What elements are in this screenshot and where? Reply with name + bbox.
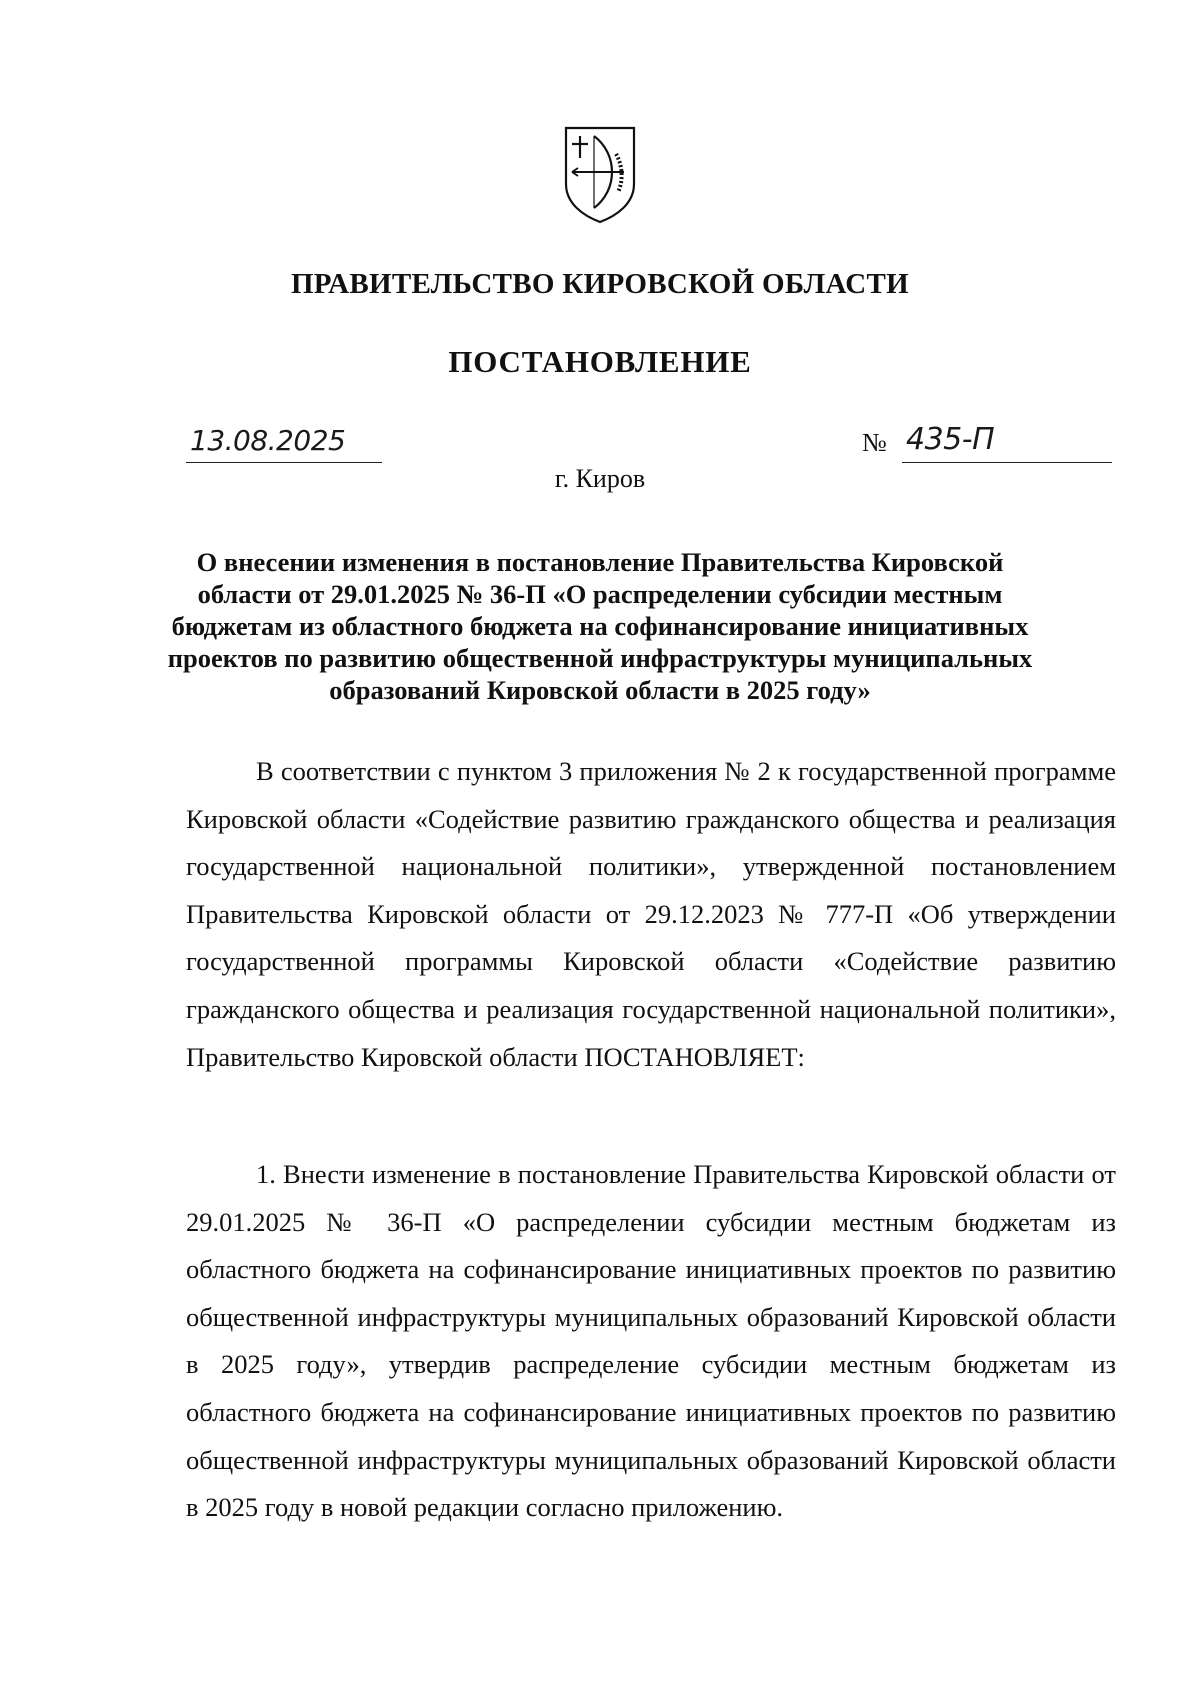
document-number-field	[862, 424, 1112, 464]
document-date-field	[186, 424, 386, 464]
city-line: г. Киров	[554, 464, 646, 493]
clause-1-paragraph: 1. Внести изменение в постановление Правительства Кировской области от 29.01.2025 № 36-П «О распределении субсидии местным бюджетам из областного бюджета на софинансирование инициативных проектов по развитию общественной инфраструктуры муниципальных образований Кировской области в 2025 году», утвердив распределение субсидии местным бюджетам из областного бюджета на софинансирование инициативных проектов по развитию общественной инфраструктуры муниципальных образований Кировской области в 2025 году в новой редакции согласно приложению.	[186, 1159, 1116, 1523]
number-sign: №	[862, 428, 887, 457]
document-subject: О внесении изменения в постановление Правительства Кировской области от 29.01.2025 № 36-П «О распределении субсидии местным бюджетам из областного бюджета на софинансирование инициативных проектов по развитию общественной инфраструктуры муниципальных образований Кировской области в 2025 году»	[167, 547, 1033, 705]
preamble-paragraph: В соответствии с пунктом 3 приложения № 2 к государственной программе Кировской области «Содействие развитию гражданского общества и реализация государственной национальной политики», утвержденной постановлением Правительства Кировской области от 29.12.2023 № 777-П «Об утверждении государственной программы Кировской области «Содействие развитию гражданского общества и реализация государственной национальной политики», Правительство Кировской области ПОСТАНОВЛЯЕТ:	[186, 756, 1116, 1072]
number-underline	[902, 462, 1112, 463]
document-number: 435-П	[906, 422, 995, 457]
organization-title: ПРАВИТЕЛЬСТВО КИРОВСКОЙ ОБЛАСТИ	[290, 268, 910, 300]
document-date: 13.08.2025	[190, 424, 346, 457]
document-type-heading: ПОСТАНОВЛЕНИЕ	[448, 344, 752, 379]
coat-of-arms-icon	[560, 124, 640, 224]
date-underline	[186, 462, 382, 463]
